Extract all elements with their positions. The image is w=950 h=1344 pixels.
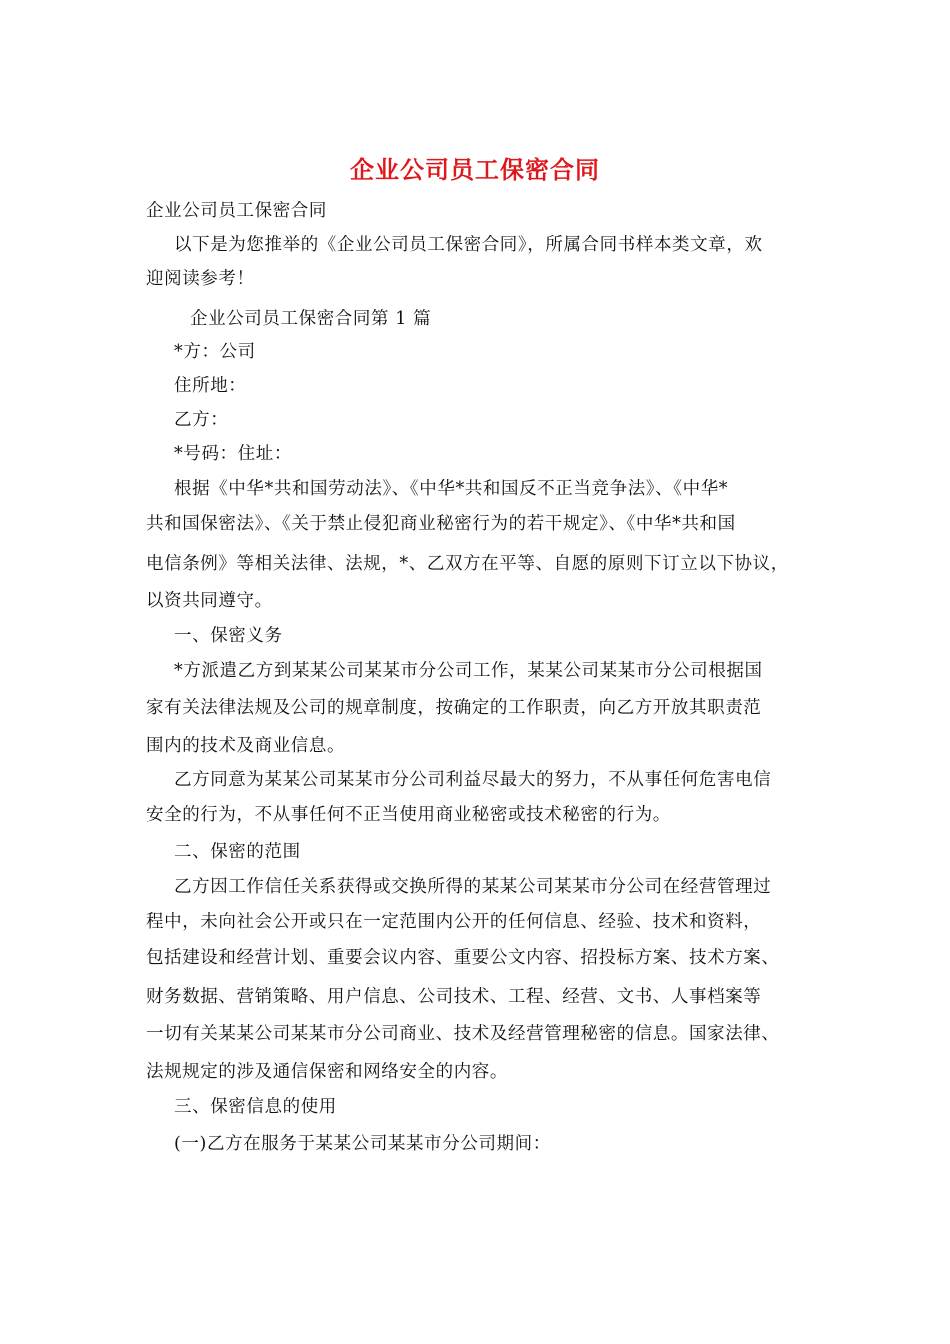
- paragraph-line: 安全的行为，不从事任何不正当使用商业秘密或技术秘密的行为。: [146, 805, 671, 825]
- legal-basis-line: 根据《中华*共和国劳动法》、《中华*共和国反不正当竞争法》、《中华*: [174, 479, 729, 499]
- intro-line: 迎阅读参考！: [146, 269, 255, 289]
- paragraph-line: 程中，未向社会公开或只在一定范围内公开的任何信息、经验、技术和资料，: [146, 912, 762, 932]
- chapter-heading: 企业公司员工保密合同第 1 篇: [190, 309, 432, 329]
- paragraph-line: 乙方因工作信任关系获得或交换所得的某某公司某某市分公司在经营管理过: [174, 877, 772, 897]
- paragraph-line: 包括建设和经营计划、重要会议内容、重要公文内容、招投标方案、技术方案、: [146, 948, 780, 968]
- paragraph-line: *方派遣乙方到某某公司某某市分公司工作，某某公司某某市分公司根据国: [174, 661, 763, 681]
- paragraph-line: 法规规定的涉及通信保密和网络安全的内容。: [146, 1062, 508, 1082]
- section-heading: 三、保密信息的使用: [174, 1097, 337, 1117]
- document-title: 企业公司员工保密合同: [350, 155, 600, 184]
- document-subtitle: 企业公司员工保密合同: [146, 201, 327, 221]
- address-line: 住所地：: [174, 376, 247, 396]
- legal-basis-line: 电信条例》等相关法律、法规，*、乙双方在平等、自愿的原则下订立以下协议，: [146, 554, 789, 574]
- paragraph-line: 家有关法律法规及公司的规章制度，按确定的工作职责，向乙方开放其职责范: [146, 698, 762, 718]
- party-b-line: 乙方：: [174, 410, 229, 430]
- legal-basis-line: 共和国保密法》、《关于禁止侵犯商业秘密行为的若干规定》、《中华*共和国: [146, 514, 736, 534]
- id-address-line: *号码：住址：: [174, 444, 292, 464]
- intro-line: 以下是为您推举的《企业公司员工保密合同》，所属合同书样本类文章，欢: [174, 235, 763, 255]
- party-a-line: *方：公司: [174, 342, 256, 362]
- list-item: (一)乙方在服务于某某公司某某市分公司期间：: [174, 1134, 551, 1154]
- paragraph-line: 财务数据、营销策略、用户信息、公司技术、工程、经营、文书、人事档案等: [146, 987, 762, 1007]
- paragraph-line: 乙方同意为某某公司某某市分公司利益尽最大的努力，不从事任何危害电信: [174, 770, 772, 790]
- paragraph-line: 围内的技术及商业信息。: [146, 736, 346, 756]
- paragraph-line: 一切有关某某公司某某市分公司商业、技术及经营管理秘密的信息。国家法律、: [146, 1024, 780, 1044]
- section-heading: 二、保密的范围: [174, 842, 301, 862]
- section-heading: 一、保密义务: [174, 626, 283, 646]
- legal-basis-line: 以资共同遵守。: [146, 591, 273, 611]
